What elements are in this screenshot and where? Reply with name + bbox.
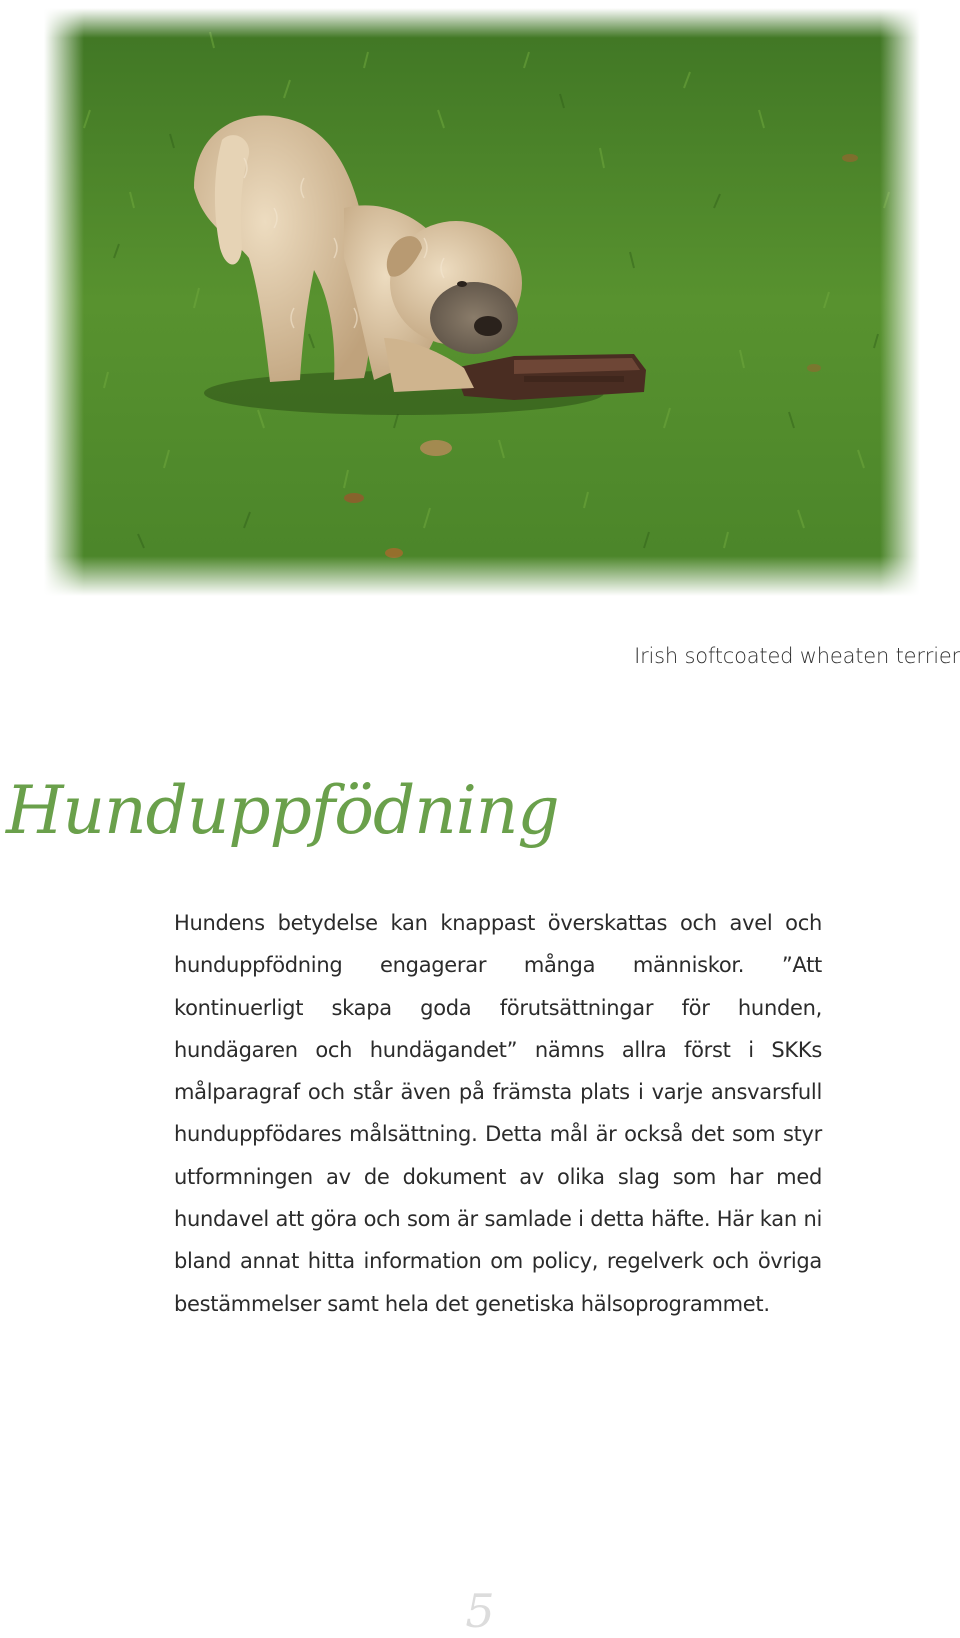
page-title: Hunduppfödning <box>6 772 559 849</box>
intro-paragraph: Hundens betydelse kan knappast överskattas och avel och hunduppfödning engagerar många människor. ”Att kontinuerligt skapa goda förutsättningar för hunden, hundägaren och hundägandet” nämns allra först i SKKs målparagraf och står även på främsta plats i varje ansvarsfull hunduppfödares målsättning. Detta mål är också det som styr utformningen av de dokument av olika slag som har med hundavel att göra och som är samlade i detta häfte. Här kan ni bland annat hitta information om policy, regelverk och övriga bestämmelser samt hela det genetiska hälsoprogrammet. <box>174 911 822 1316</box>
dog-photo <box>44 8 920 596</box>
page-number: 5 <box>465 1584 495 1638</box>
photo-caption: Irish softcoated wheaten terrier <box>634 644 960 668</box>
